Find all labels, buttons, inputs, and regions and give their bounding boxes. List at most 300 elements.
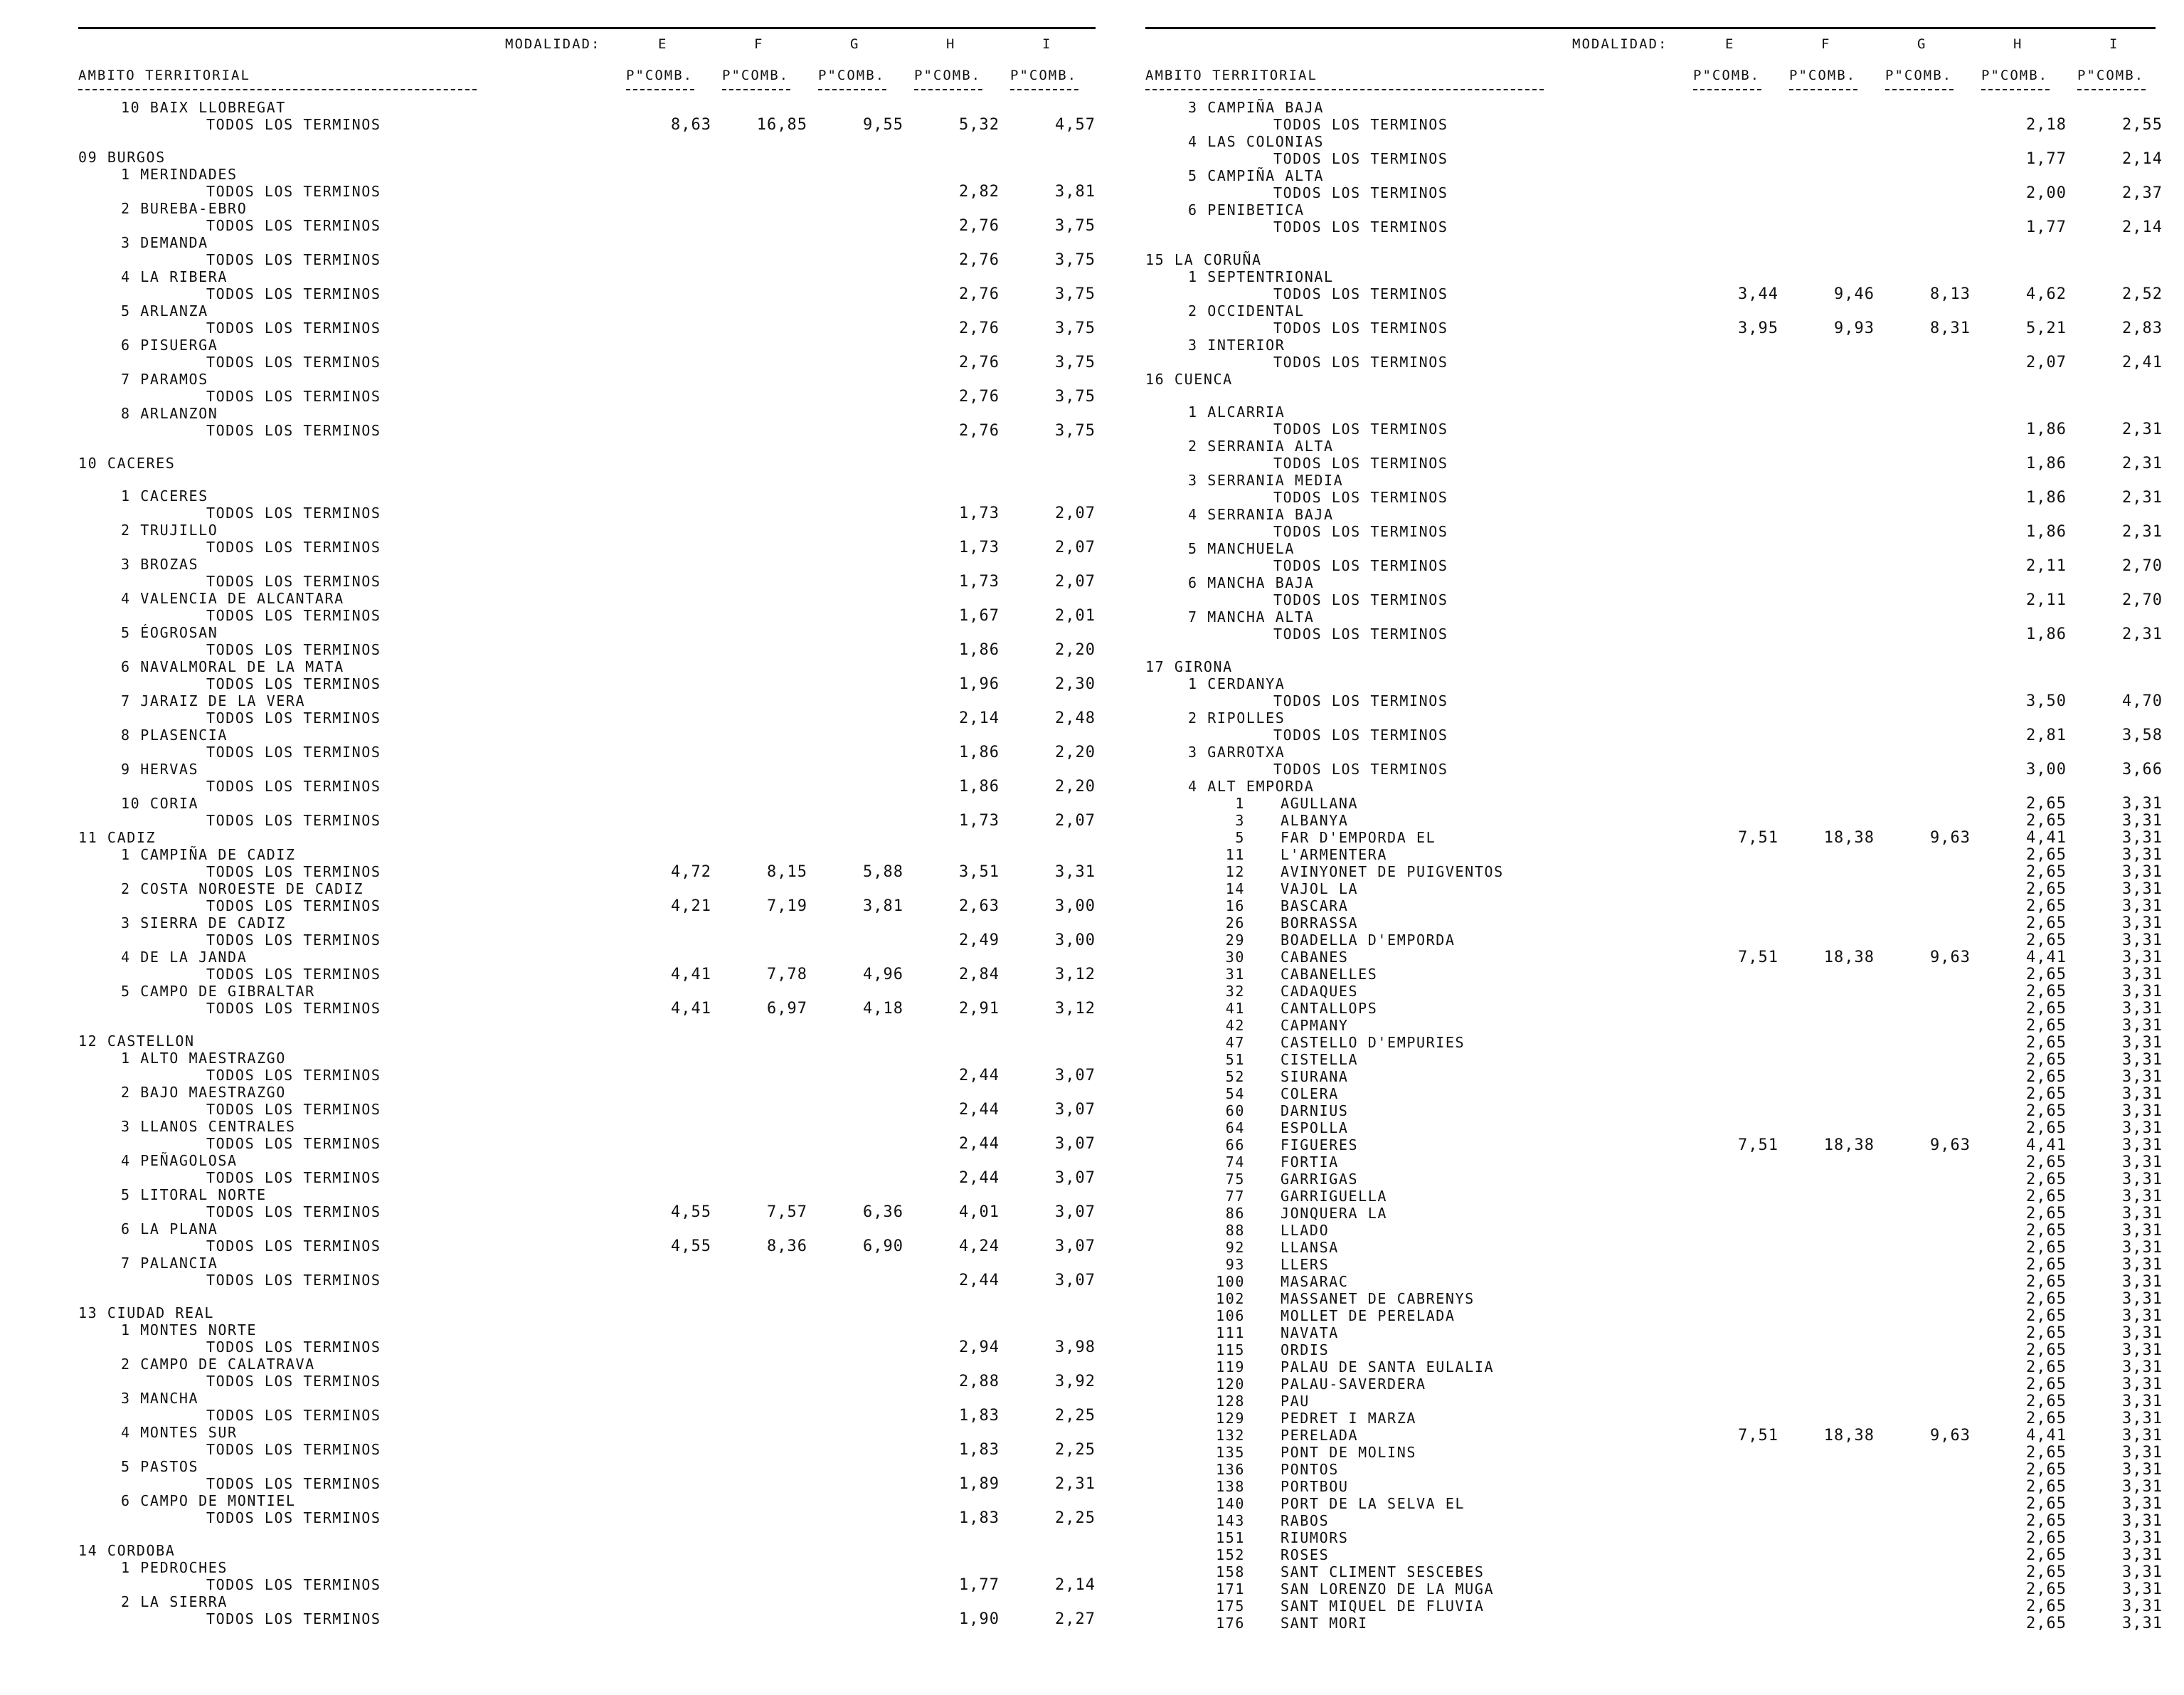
row-label: 10 BAIX LLOBREGAT	[121, 99, 286, 116]
row-label: 2 RIPOLLES	[1188, 709, 1286, 727]
left-column	[78, 27, 1096, 1627]
value-h: 2,11	[2026, 591, 2067, 609]
col-h-sub: P"COMB.	[914, 68, 982, 83]
todos-row	[78, 1169, 1096, 1186]
value-h: 2,65	[2026, 812, 2067, 830]
value-i: 3,75	[1055, 354, 1096, 371]
comarca-row	[78, 1255, 1096, 1272]
value-h: 1,86	[2026, 625, 2067, 643]
termino-name: CABANELLES	[1281, 966, 1378, 983]
comarca-row	[1145, 438, 2156, 455]
termino-row	[1145, 1358, 2163, 1376]
row-label: TODOS LOS TERMINOS	[1273, 320, 1448, 337]
value-f: 8,15	[767, 863, 807, 881]
termino-name: AGULLANA	[1281, 795, 1359, 812]
value-i: 3,31	[2122, 1580, 2163, 1598]
termino-code: 132	[1216, 1427, 1245, 1444]
spacer	[78, 133, 1096, 149]
row-label: 10 CORIA	[121, 795, 199, 812]
col-g-sub: P"COMB.	[1885, 68, 1953, 83]
termino-row	[1145, 829, 2163, 847]
row-label: TODOS LOS TERMINOS	[206, 778, 381, 795]
comarca-row	[78, 1050, 1096, 1067]
termino-row	[1145, 983, 2163, 1000]
row-label: TODOS LOS TERMINOS	[206, 863, 381, 880]
value-h: 3,51	[959, 863, 1000, 881]
comarca-row	[1145, 506, 2156, 523]
todos-row	[1145, 727, 2163, 744]
province-heading	[78, 1033, 1096, 1050]
row-label: TODOS LOS TERMINOS	[206, 1203, 381, 1220]
value-i: 3,31	[2122, 1598, 2163, 1615]
value-g: 9,55	[863, 116, 903, 134]
termino-row	[1145, 1068, 2163, 1086]
todos-row	[78, 1441, 1096, 1458]
value-g: 8,13	[1930, 285, 1971, 303]
value-h: 2,65	[2026, 1017, 2067, 1035]
termino-code: 30	[1225, 949, 1245, 966]
row-label: 5 PASTOS	[121, 1458, 199, 1475]
value-h: 2,65	[2026, 1256, 2067, 1274]
value-h: 3,00	[2026, 761, 2067, 778]
termino-code: 47	[1225, 1034, 1245, 1051]
comarca-row	[78, 1220, 1096, 1237]
value-h: 2,88	[959, 1373, 1000, 1390]
modalidad-label: MODALIDAD:	[505, 36, 601, 52]
value-h: 2,65	[2026, 1034, 2067, 1052]
row-label: 7 MANCHA ALTA	[1188, 608, 1315, 625]
value-i: 3,31	[2122, 1410, 2163, 1427]
todos-row	[1145, 116, 2163, 134]
value-h: 2,65	[2026, 1222, 2067, 1240]
row-label: TODOS LOS TERMINOS	[206, 251, 381, 268]
value-i: 3,98	[1055, 1338, 1096, 1356]
value-i: 3,07	[1055, 1067, 1096, 1084]
termino-row	[1145, 1034, 2163, 1052]
header-dash	[914, 89, 982, 90]
termino-name: CAPMANY	[1281, 1017, 1349, 1034]
termino-row	[1145, 1153, 2163, 1171]
value-h: 2,65	[2026, 914, 2067, 932]
termino-row	[1145, 1427, 2163, 1445]
row-label: TODOS LOS TERMINOS	[1273, 184, 1448, 201]
value-i: 3,00	[1055, 897, 1096, 915]
row-label: TODOS LOS TERMINOS	[1273, 489, 1448, 506]
ambito-label: AMBITO TERRITORIAL	[78, 68, 250, 83]
value-i: 3,31	[2122, 1239, 2163, 1257]
value-i: 3,07	[1055, 1272, 1096, 1289]
row-label: 3 DEMANDA	[121, 234, 208, 251]
todos-row	[1145, 761, 2163, 778]
termino-name: BOADELLA D'EMPORDA	[1281, 931, 1456, 949]
termino-code: 143	[1216, 1512, 1245, 1529]
termino-name: PONTOS	[1281, 1461, 1339, 1478]
value-f: 9,46	[1834, 285, 1875, 303]
row-label: 5 CAMPO DE GIBRALTAR	[121, 983, 315, 1000]
value-h: 2,14	[959, 709, 1000, 727]
value-h: 1,73	[959, 539, 1000, 556]
termino-row	[1145, 1205, 2163, 1223]
termino-name: SANT MIQUEL DE FLUVIA	[1281, 1598, 1485, 1615]
row-label: 5 ÉOGROSAN	[121, 624, 218, 641]
value-h: 2,65	[2026, 1068, 2067, 1086]
row-label: 6 NAVALMORAL DE LA MATA	[121, 658, 344, 675]
termino-row	[1145, 1102, 2163, 1120]
termino-code: 92	[1225, 1239, 1245, 1256]
value-e: 4,41	[671, 966, 711, 983]
termino-name: PAU	[1281, 1393, 1310, 1410]
termino-code: 5	[1235, 829, 1245, 846]
value-i: 3,12	[1055, 966, 1096, 983]
row-label: TODOS LOS TERMINOS	[1273, 625, 1448, 643]
right-table-body	[1145, 99, 2163, 1632]
termino-code: 129	[1216, 1410, 1245, 1427]
todos-row	[78, 388, 1096, 405]
todos-row	[78, 709, 1096, 727]
value-h: 2,65	[2026, 1205, 2067, 1223]
value-i: 3,31	[2122, 1153, 2163, 1171]
value-i: 3,66	[2122, 761, 2163, 778]
comarca-row	[78, 1458, 1096, 1475]
termino-code: 176	[1216, 1615, 1245, 1632]
row-label: 1 CACERES	[121, 487, 208, 505]
termino-row	[1145, 1615, 2163, 1632]
comarca-row	[1145, 675, 2156, 692]
row-label: 3 MANCHA	[121, 1390, 199, 1407]
comarca-row	[1145, 133, 2156, 150]
termino-name: FIGUERES	[1281, 1136, 1359, 1153]
termino-row	[1145, 1375, 2163, 1393]
value-h: 2,65	[2026, 1153, 2067, 1171]
spacer	[78, 1289, 1096, 1304]
value-i: 3,31	[2122, 983, 2163, 1000]
row-label: 2 CAMPO DE CALATRAVA	[121, 1356, 315, 1373]
row-label: TODOS LOS TERMINOS	[206, 1338, 381, 1356]
row-label: TODOS LOS TERMINOS	[206, 1475, 381, 1492]
row-label: TODOS LOS TERMINOS	[1273, 218, 1448, 236]
province-heading	[1145, 371, 2156, 388]
termino-row	[1145, 1136, 2163, 1154]
value-i: 3,07	[1055, 1237, 1096, 1255]
comarca-row	[1145, 201, 2156, 218]
value-i: 3,31	[2122, 897, 2163, 915]
row-label: 15 LA CORUÑA	[1145, 251, 1262, 268]
row-label: 4 SERRANIA BAJA	[1188, 506, 1334, 523]
todos-row	[78, 778, 1096, 795]
todos-row	[78, 675, 1096, 692]
value-i: 3,31	[2122, 1000, 2163, 1018]
todos-row	[1145, 421, 2163, 438]
termino-name: PERELADA	[1281, 1427, 1359, 1444]
row-label: TODOS LOS TERMINOS	[206, 285, 381, 302]
row-label: TODOS LOS TERMINOS	[206, 1237, 381, 1255]
row-label: 7 PARAMOS	[121, 371, 208, 388]
row-label: TODOS LOS TERMINOS	[206, 1576, 381, 1593]
todos-row	[1145, 354, 2163, 371]
value-f: 7,19	[767, 897, 807, 915]
termino-name: PEDRET I MARZA	[1281, 1410, 1416, 1427]
value-h: 1,86	[2026, 523, 2067, 541]
value-h: 2,44	[959, 1101, 1000, 1119]
row-label: TODOS LOS TERMINOS	[206, 354, 381, 371]
termino-code: 64	[1225, 1119, 1245, 1136]
spacer	[1145, 643, 2156, 658]
value-i: 3,07	[1055, 1169, 1096, 1187]
row-label: TODOS LOS TERMINOS	[206, 812, 381, 829]
value-h: 2,65	[2026, 1393, 2067, 1410]
termino-name: VAJOL LA	[1281, 880, 1359, 897]
value-i: 3,31	[2122, 1461, 2163, 1479]
value-i: 4,70	[2122, 692, 2163, 710]
header-dash	[78, 89, 477, 90]
value-i: 2,83	[2122, 320, 2163, 337]
termino-code: 77	[1225, 1188, 1245, 1205]
value-e: 4,72	[671, 863, 711, 881]
value-i: 3,31	[2122, 1136, 2163, 1154]
header-dash	[1010, 89, 1078, 90]
value-h: 4,41	[2026, 1136, 2067, 1154]
value-i: 3,31	[2122, 1068, 2163, 1086]
termino-code: 100	[1216, 1273, 1245, 1290]
termino-row	[1145, 812, 2163, 830]
row-label: TODOS LOS TERMINOS	[1273, 116, 1448, 133]
value-h: 2,81	[2026, 727, 2067, 744]
todos-row	[78, 320, 1096, 337]
termino-code: 3	[1235, 812, 1245, 829]
value-h: 2,65	[2026, 1529, 2067, 1547]
value-h: 1,77	[2026, 218, 2067, 236]
termino-row	[1145, 1000, 2163, 1018]
value-i: 2,30	[1055, 675, 1096, 693]
row-label: 2 COSTA NOROESTE DE CADIZ	[121, 880, 364, 897]
row-label: TODOS LOS TERMINOS	[206, 1101, 381, 1118]
value-g: 3,81	[863, 897, 903, 915]
termino-row	[1145, 1580, 2163, 1598]
termino-row	[1145, 1495, 2163, 1513]
value-i: 2,31	[2122, 455, 2163, 472]
value-h: 2,49	[959, 931, 1000, 949]
termino-row	[1145, 795, 2163, 813]
row-label: TODOS LOS TERMINOS	[206, 1272, 381, 1289]
value-h: 1,67	[959, 607, 1000, 625]
termino-code: 171	[1216, 1580, 1245, 1598]
value-i: 3,31	[2122, 1529, 2163, 1547]
value-i: 3,75	[1055, 422, 1096, 440]
value-h: 2,44	[959, 1169, 1000, 1187]
termino-code: 52	[1225, 1068, 1245, 1085]
value-i: 2,25	[1055, 1407, 1096, 1425]
termino-name: MASARAC	[1281, 1273, 1349, 1290]
comarca-row	[78, 268, 1096, 285]
col-i-sub: P"COMB.	[1010, 68, 1078, 83]
value-h: 2,65	[2026, 863, 2067, 881]
comarca-row	[78, 522, 1096, 539]
termino-name: PORTBOU	[1281, 1478, 1349, 1495]
row-label: TODOS LOS TERMINOS	[206, 1169, 381, 1186]
value-i: 3,31	[2122, 1615, 2163, 1632]
termino-name: FAR D'EMPORDA EL	[1281, 829, 1436, 846]
comarca-row	[78, 1492, 1096, 1509]
value-h: 2,65	[2026, 1478, 2067, 1496]
row-label: 9 HERVAS	[121, 761, 199, 778]
termino-name: DARNIUS	[1281, 1102, 1349, 1119]
termino-row	[1145, 1563, 2163, 1581]
row-label: 7 PALANCIA	[121, 1255, 218, 1272]
row-label: 10 CACERES	[78, 455, 176, 472]
row-label: TODOS LOS TERMINOS	[1273, 523, 1448, 540]
value-h: 2,65	[2026, 1358, 2067, 1376]
todos-row	[78, 116, 1096, 133]
row-label: 4 PEÑAGOLOSA	[121, 1152, 238, 1169]
row-label: TODOS LOS TERMINOS	[206, 931, 381, 949]
row-label: 8 ARLANZON	[121, 405, 218, 422]
value-e: 7,51	[1738, 1427, 1779, 1445]
header-dash	[1145, 89, 1544, 90]
row-label: 5 MANCHUELA	[1188, 540, 1295, 557]
row-label: TODOS LOS TERMINOS	[1273, 150, 1448, 167]
value-i: 2,14	[2122, 150, 2163, 168]
comarca-row	[1145, 744, 2156, 761]
value-i: 3,75	[1055, 320, 1096, 337]
value-h: 2,18	[2026, 116, 2067, 134]
value-h: 1,83	[959, 1509, 1000, 1527]
termino-name: CASTELLO D'EMPURIES	[1281, 1034, 1465, 1051]
header-dash	[1981, 89, 2050, 90]
row-label: TODOS LOS TERMINOS	[1273, 455, 1448, 472]
todos-row	[78, 1135, 1096, 1152]
col-h-header: H	[946, 36, 956, 52]
comarca-row	[1145, 268, 2156, 285]
termino-code: 1	[1235, 795, 1245, 812]
row-label: 1 MERINDADES	[121, 166, 238, 183]
row-label: TODOS LOS TERMINOS	[1273, 692, 1448, 709]
row-label: 5 LITORAL NORTE	[121, 1186, 267, 1203]
value-i: 3,31	[2122, 1307, 2163, 1325]
value-i: 3,31	[2122, 1222, 2163, 1240]
todos-row	[1145, 285, 2163, 303]
row-label: 13 CIUDAD REAL	[78, 1304, 214, 1321]
col-e-header: E	[658, 36, 668, 52]
value-i: 3,31	[2122, 1051, 2163, 1069]
value-i: 3,75	[1055, 251, 1096, 269]
todos-row	[78, 1101, 1096, 1118]
termino-code: 128	[1216, 1393, 1245, 1410]
spacer	[1145, 388, 2156, 403]
comarca-row	[1145, 709, 2156, 727]
value-h: 4,41	[2026, 1427, 2067, 1445]
modalidad-label: MODALIDAD:	[1572, 36, 1668, 52]
province-heading	[1145, 658, 2156, 675]
value-h: 2,76	[959, 422, 1000, 440]
value-h: 2,76	[959, 354, 1000, 371]
value-h: 2,94	[959, 1338, 1000, 1356]
comarca-row	[78, 1152, 1096, 1169]
value-i: 2,20	[1055, 641, 1096, 659]
termino-row	[1145, 1598, 2163, 1615]
termino-code: 16	[1225, 897, 1245, 914]
value-h: 2,65	[2026, 1188, 2067, 1205]
value-i: 2,37	[2122, 184, 2163, 202]
termino-row	[1145, 880, 2163, 898]
top-rule	[1145, 27, 2156, 29]
row-label: TODOS LOS TERMINOS	[206, 183, 381, 200]
value-h: 2,65	[2026, 880, 2067, 898]
table-header	[78, 36, 1096, 99]
row-label: 2 BAJO MAESTRAZGO	[121, 1084, 286, 1101]
termino-code: 111	[1216, 1324, 1245, 1341]
value-h: 2,65	[2026, 1375, 2067, 1393]
row-label: 11 CADIZ	[78, 829, 157, 846]
termino-code: 138	[1216, 1478, 1245, 1495]
termino-name: ROSES	[1281, 1546, 1330, 1563]
termino-name: CADAQUES	[1281, 983, 1359, 1000]
todos-row	[78, 183, 1096, 200]
termino-name: CANTALLOPS	[1281, 1000, 1378, 1017]
termino-name: CABANES	[1281, 949, 1349, 966]
value-i: 3,31	[2122, 1034, 2163, 1052]
comarca-row	[78, 761, 1096, 778]
row-label: 14 CORDOBA	[78, 1542, 176, 1559]
comarca-row	[1145, 574, 2156, 591]
row-label: 4 ALT EMPORDA	[1188, 778, 1315, 795]
todos-row	[78, 422, 1096, 439]
row-label: 6 MANCHA BAJA	[1188, 574, 1315, 591]
termino-name: RIUMORS	[1281, 1529, 1349, 1546]
row-label: 2 BUREBA-EBRO	[121, 200, 248, 217]
todos-row	[1145, 625, 2163, 643]
value-f: 9,93	[1834, 320, 1875, 337]
value-h: 2,65	[2026, 795, 2067, 813]
value-h: 1,86	[959, 641, 1000, 659]
comarca-row	[78, 556, 1096, 573]
termino-code: 175	[1216, 1598, 1245, 1615]
value-i: 3,31	[2122, 1102, 2163, 1120]
row-label: 4 LA RIBERA	[121, 268, 228, 285]
todos-row	[1145, 455, 2163, 472]
value-i: 3,31	[2122, 1393, 2163, 1410]
row-label: 17 GIRONA	[1145, 658, 1233, 675]
termino-row	[1145, 863, 2163, 881]
value-e: 7,51	[1738, 1136, 1779, 1154]
col-e-sub: P"COMB.	[1693, 68, 1761, 83]
row-label: TODOS LOS TERMINOS	[1273, 557, 1448, 574]
value-g: 8,31	[1930, 320, 1971, 337]
value-h: 2,65	[2026, 1324, 2067, 1342]
termino-code: 54	[1225, 1085, 1245, 1102]
value-i: 3,31	[2122, 1256, 2163, 1274]
comarca-row	[78, 914, 1096, 931]
value-f: 18,38	[1823, 1136, 1875, 1154]
row-label: TODOS LOS TERMINOS	[1273, 285, 1448, 302]
row-label: TODOS LOS TERMINOS	[206, 573, 381, 590]
value-h: 2,65	[2026, 931, 2067, 949]
col-i-header: I	[1042, 36, 1052, 52]
row-label: 2 OCCIDENTAL	[1188, 302, 1305, 320]
termino-name: COLERA	[1281, 1085, 1339, 1102]
termino-code: 120	[1216, 1375, 1245, 1393]
termino-name: L'ARMENTERA	[1281, 846, 1388, 863]
comarca-row	[78, 658, 1096, 675]
row-label: TODOS LOS TERMINOS	[206, 320, 381, 337]
value-g: 4,18	[863, 1000, 903, 1018]
value-h: 1,83	[959, 1407, 1000, 1425]
todos-row	[78, 539, 1096, 556]
header-dash	[626, 89, 694, 90]
termino-code: 88	[1225, 1222, 1245, 1239]
value-i: 2,07	[1055, 505, 1096, 522]
value-h: 5,21	[2026, 320, 2067, 337]
termino-code: 12	[1225, 863, 1245, 880]
